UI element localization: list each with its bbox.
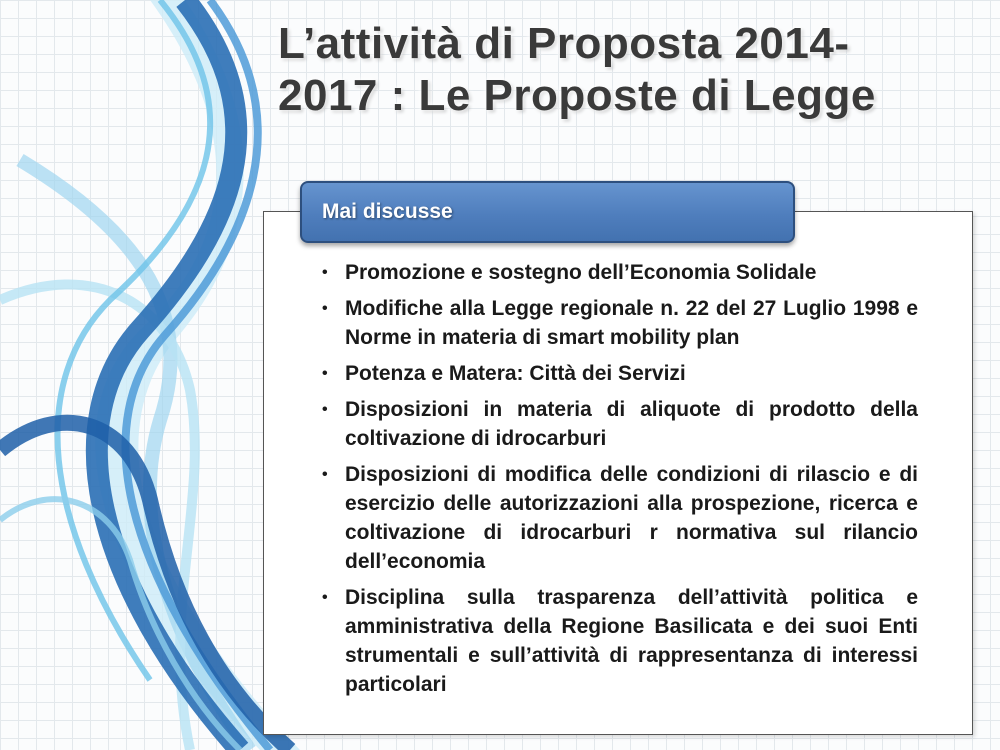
bullet-icon: • <box>322 300 328 317</box>
bullet-text: Promozione e sostegno dell’Economia Solidale <box>345 261 817 284</box>
section-header-label: Mai discusse <box>322 200 453 223</box>
bullet-item <box>320 460 918 576</box>
bullet-text: Disciplina sulla trasparenza dell’attività politica e amministrativa della Regione Basilicata e dei suoi Enti strumentali e sull’attività di rappresentanza di interessi particolari <box>345 586 918 696</box>
bullet-text: Disposizioni di modifica delle condizioni di rilascio e di esercizio delle autorizzazioni alla prospezione, ricerca e coltivazione di idrocarburi r normativa sul rilancio dell’economia <box>345 463 918 573</box>
bullet-icon: • <box>322 466 328 483</box>
bullet-item <box>320 359 918 388</box>
bullet-item <box>320 294 918 352</box>
slide-title-line-2: 2017 : Le Proposte di Legge <box>278 71 876 120</box>
bullet-text: Potenza e Matera: Città dei Servizi <box>345 362 686 385</box>
bullet-list <box>320 258 918 706</box>
bullet-icon: • <box>322 365 328 382</box>
bullet-item <box>320 258 918 287</box>
section-header <box>300 181 795 243</box>
bullet-text: Disposizioni in materia di aliquote di prodotto della coltivazione di idrocarburi <box>345 398 918 450</box>
bullet-item <box>320 395 918 453</box>
bullet-icon: • <box>322 264 328 281</box>
slide-title-line-1: L’attività di Proposta 2014- <box>278 19 850 68</box>
bullet-text: Modifiche alla Legge regionale n. 22 del 27 Luglio 1998 e Norme in materia di smart mobility plan <box>345 297 918 349</box>
slide-title <box>278 18 978 122</box>
bullet-icon: • <box>322 401 328 418</box>
bullet-item <box>320 583 918 699</box>
bullet-icon: • <box>322 589 328 606</box>
